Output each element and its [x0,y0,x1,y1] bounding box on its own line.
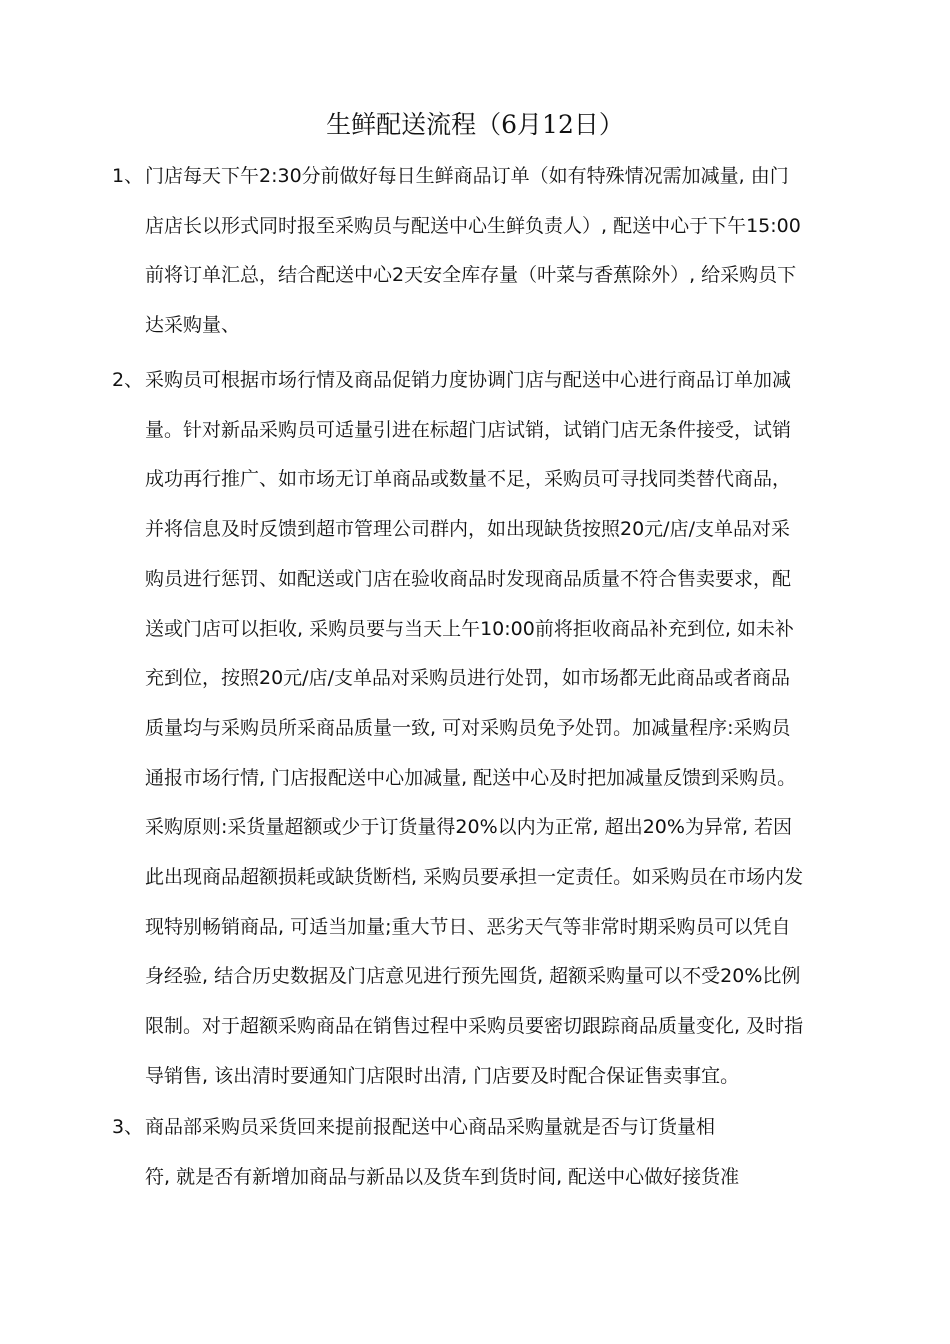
item-number: 3、 [112,1116,144,1138]
list-item [112,1103,882,1202]
item-text: 门店每天下午2:30分前做好每日生鲜商品订单（如有特殊情况需加减量, 由门 店店长以形式同时报至采购员与配送中心生鲜负责人）, 配送中心于下午15:00 前将订单汇总，结合配送中心2天安全库存量（叶菜与香蕉除外）, 给采购员下 达采购量、 [145,165,801,337]
item-number: 1、 [112,165,144,187]
document-title: 生鲜配送流程（6月12日） [326,110,624,139]
list-item [112,356,882,1102]
list-item [112,152,882,351]
item-text: 采购员可根据市场行情及商品促销力度协调门店与配送中心进行商品订单加减 量。针对新品采购员可适量引进在标超门店试销，试销门店无条件接受，试销 成功再行推广、如市场无订单商品或数量不足，采购员可寻找同类替代商品， 并将信息及时反馈到超市管理公司群内，如出现缺货按照20元/店/支单品对采 购员进行惩罚、如配送或门店在验收商品时发现商品质量不符合售卖要求，配 送或门店可以拒收, 采购员要与当天上午10:00前将拒收商品补充到位, 如未补 充到位，按照20元/店/支单品对采购员进行处罚，如市场都无此商品或者商品 质量均与采购员所采商品质量一致, 可对采购员免予处罚。加减量程序:采购员 通报市场行情, 门店报配送中心加减量, 配送中心及时把加减量反馈到采购员。 采购原则:采货量超额或少于订货量得20%以内为正常, 超出20%为异常, 若因 此出现商品超额损耗或缺货断档, 采购员要承担一定责任。如采购员在市场内发 现特别畅销商品, 可适当加量;重大节日、恶劣天气等非常时期采购员可以凭自 身经验, 结合历史数据及门店意见进行预先囤货, 超额采购量可以不受20%比例 限制。对于超额采购商品在销售过程中采购员要密切跟踪商品质量变化, 及时指 导销售, 该出清时要通知门店限时出清, 门店要及时配合保证售卖事宜。 [145,369,804,1087]
item-number: 2、 [112,369,144,391]
item-text: 商品部采购员采货回来提前报配送中心商品采购量就是否与订货量相 符, 就是否有新增加商品与新品以及货车到货时间, 配送中心做好接货准 [145,1116,740,1188]
